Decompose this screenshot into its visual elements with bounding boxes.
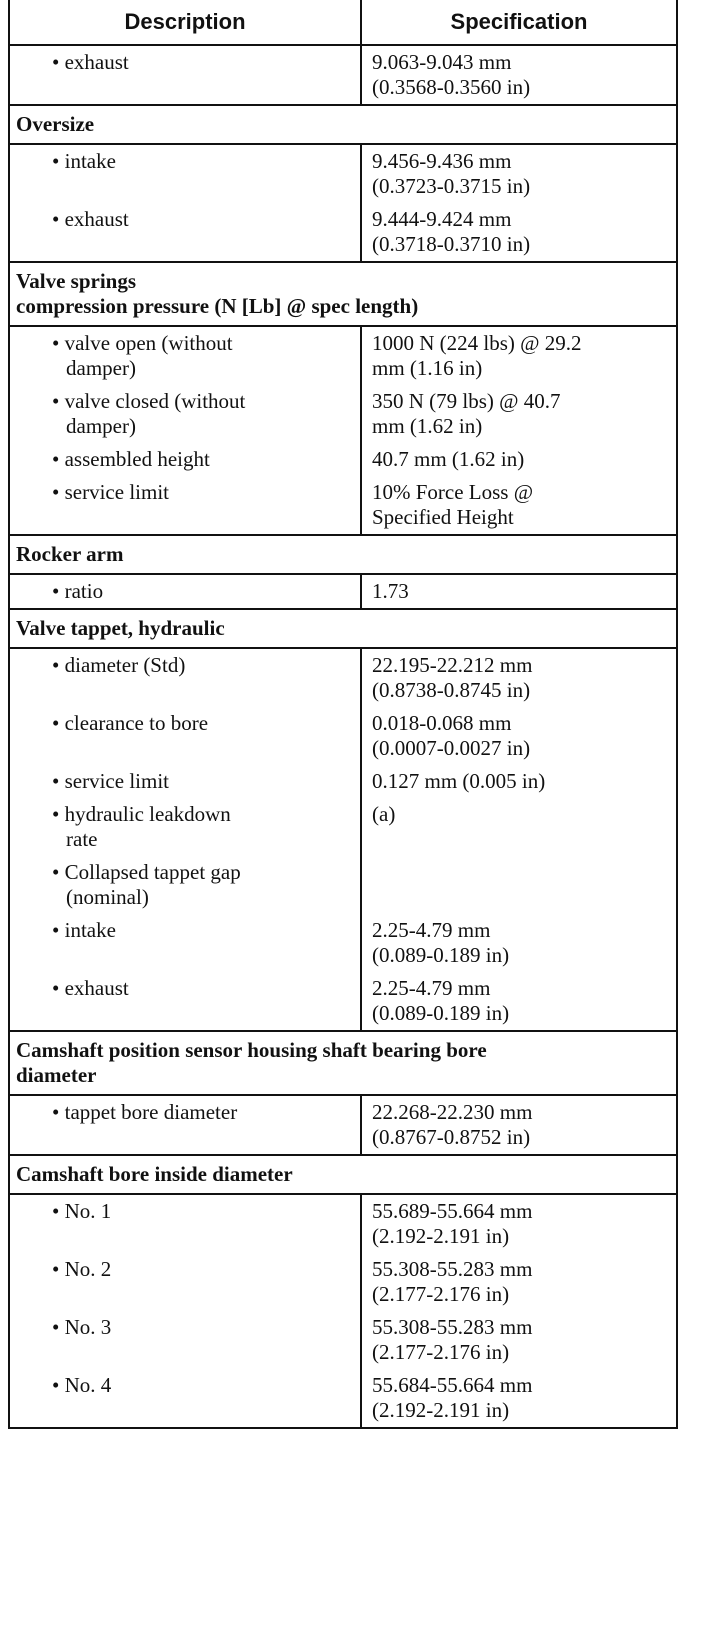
row-label: • No. 3 xyxy=(52,1315,356,1340)
row-label: • ratio xyxy=(52,579,356,604)
row-spec: 9.063-9.043 mm xyxy=(372,50,512,74)
row-spec: 55.308-55.283 mm xyxy=(372,1257,533,1281)
section-header xyxy=(10,1031,676,1095)
section-title-cam-sensor-cont: diameter xyxy=(16,1063,97,1087)
section-title-oversize: Oversize xyxy=(10,105,676,144)
row-spec-alt: (0.3723-0.3715 in) xyxy=(372,174,531,198)
section-subtitle-compression: compression pressure (N [Lb] @ spec length) xyxy=(16,294,419,318)
row-spec: 22.268-22.230 mm xyxy=(372,1100,533,1124)
row-spec-alt: (2.177-2.176 in) xyxy=(372,1282,510,1306)
table-row xyxy=(10,144,676,203)
table-row xyxy=(10,914,676,972)
row-label: • clearance to bore xyxy=(52,711,356,736)
row-spec: 55.308-55.283 mm xyxy=(372,1315,533,1339)
row-spec: 55.684-55.664 mm xyxy=(372,1373,533,1397)
row-spec: 0.127 mm (0.005 in) xyxy=(372,769,546,793)
table-row xyxy=(10,326,676,385)
table-row xyxy=(10,443,676,476)
row-spec-alt: (0.8738-0.8745 in) xyxy=(372,678,531,702)
table-row xyxy=(10,1253,676,1311)
row-spec-alt: (0.3718-0.3710 in) xyxy=(372,232,531,256)
row-spec: 9.456-9.436 mm xyxy=(372,149,512,173)
row-spec-alt: (0.089-0.189 in) xyxy=(372,1001,510,1025)
row-label: • intake xyxy=(52,918,356,943)
row-spec: 22.195-22.212 mm xyxy=(372,653,533,677)
row-spec: 0.018-0.068 mm xyxy=(372,711,512,735)
header-specification: Specification xyxy=(361,0,676,45)
row-label: • exhaust xyxy=(52,976,356,1001)
row-label: • service limit xyxy=(52,480,356,505)
section-header xyxy=(10,535,676,574)
row-label-cont: (nominal) xyxy=(66,885,149,909)
row-label: • tappet bore diameter xyxy=(52,1100,356,1125)
row-label: • Collapsed tappet gap xyxy=(52,860,356,885)
row-label-cont: rate xyxy=(66,827,98,851)
table-row xyxy=(10,385,676,443)
section-title-cam-sensor: Camshaft position sensor housing shaft bearing bore xyxy=(16,1038,487,1062)
row-spec-alt: (2.192-2.191 in) xyxy=(372,1224,510,1248)
row-spec-alt: (0.3568-0.3560 in) xyxy=(372,75,531,99)
table-row xyxy=(10,1194,676,1253)
row-spec: 1000 N (224 lbs) @ 29.2 xyxy=(372,331,582,355)
table-row xyxy=(10,203,676,262)
row-label: • No. 1 xyxy=(52,1199,356,1224)
row-label: • intake xyxy=(52,149,356,174)
spec-table xyxy=(8,0,678,1429)
row-spec-alt: Specified Height xyxy=(372,505,514,529)
table-row xyxy=(10,972,676,1031)
row-spec-alt: (0.0007-0.0027 in) xyxy=(372,736,531,760)
row-label: • exhaust xyxy=(52,50,356,75)
row-label-cont: damper) xyxy=(66,356,136,380)
row-spec-alt: mm (1.62 in) xyxy=(372,414,483,438)
table-row xyxy=(10,1311,676,1369)
row-label: • exhaust xyxy=(52,207,356,232)
row-label: • assembled height xyxy=(52,447,356,472)
table-row xyxy=(10,798,676,856)
table-row xyxy=(10,574,676,609)
row-spec: 10% Force Loss @ xyxy=(372,480,534,504)
row-spec-alt: (2.177-2.176 in) xyxy=(372,1340,510,1364)
section-title-valve-tappet: Valve tappet, hydraulic xyxy=(10,609,676,648)
row-spec: 2.25-4.79 mm xyxy=(372,976,491,1000)
section-title-valve-springs: Valve springs xyxy=(16,269,137,293)
row-spec: 40.7 mm (1.62 in) xyxy=(372,447,525,471)
row-spec-alt: (2.192-2.191 in) xyxy=(372,1398,510,1422)
table-row xyxy=(10,1369,676,1427)
table-row xyxy=(10,707,676,765)
section-header xyxy=(10,105,676,144)
row-spec: 9.444-9.424 mm xyxy=(372,207,512,231)
table-row xyxy=(10,1095,676,1155)
row-spec: 2.25-4.79 mm xyxy=(372,918,491,942)
section-header xyxy=(10,262,676,326)
row-spec-alt: (0.089-0.189 in) xyxy=(372,943,510,967)
row-label: • No. 2 xyxy=(52,1257,356,1282)
table-row xyxy=(10,648,676,707)
row-label-cont: damper) xyxy=(66,414,136,438)
section-header xyxy=(10,609,676,648)
row-label: • service limit xyxy=(52,769,356,794)
row-label: • valve closed (without xyxy=(52,389,356,414)
table-header xyxy=(10,0,676,45)
row-label: • No. 4 xyxy=(52,1373,356,1398)
row-label: • valve open (without xyxy=(52,331,356,356)
section-header xyxy=(10,1155,676,1194)
section-title-rocker-arm: Rocker arm xyxy=(10,535,676,574)
row-spec: (a) xyxy=(372,802,396,826)
table-row xyxy=(10,476,676,535)
header-description: Description xyxy=(10,0,361,45)
section-title-cam-bore: Camshaft bore inside diameter xyxy=(10,1155,676,1194)
row-label: • diameter (Std) xyxy=(52,653,356,678)
table-row xyxy=(10,765,676,798)
row-spec: 350 N (79 lbs) @ 40.7 xyxy=(372,389,561,413)
row-spec: 55.689-55.664 mm xyxy=(372,1199,533,1223)
row-spec-alt: mm (1.16 in) xyxy=(372,356,483,380)
row-spec-alt: (0.8767-0.8752 in) xyxy=(372,1125,531,1149)
table-row xyxy=(10,45,676,105)
row-spec: 1.73 xyxy=(372,579,409,603)
row-label: • hydraulic leakdown xyxy=(52,802,356,827)
table-row xyxy=(10,856,676,914)
